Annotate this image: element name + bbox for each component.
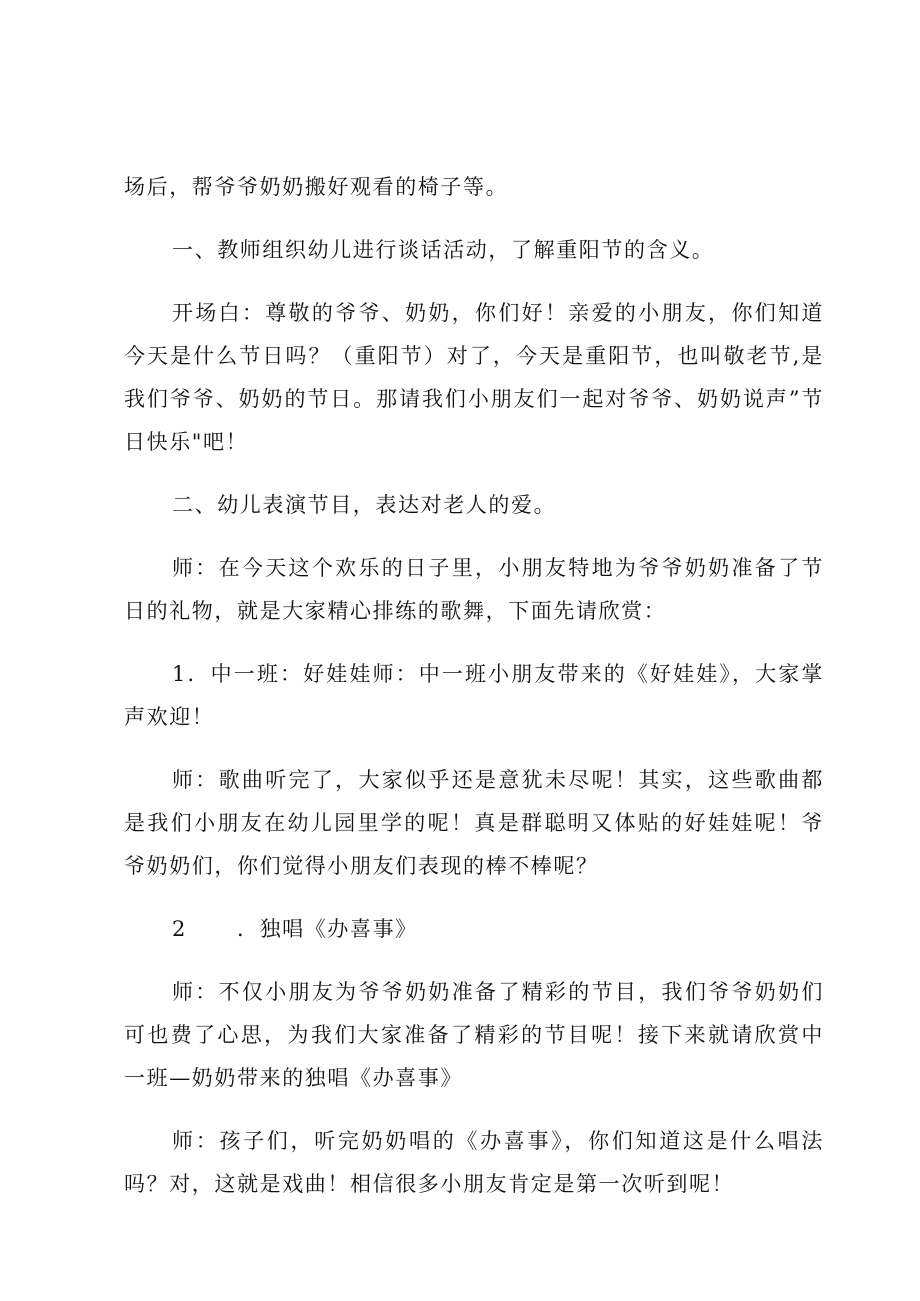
section-heading-1: 一、教师组织幼儿进行谈话活动，了解重阳节的含义。 — [172, 238, 715, 262]
item-2-number: 2 — [172, 917, 187, 941]
paragraph-item-2 — [124, 908, 824, 951]
paragraph-teacher-solo-intro: 师：不仅小朋友为爷爷奶奶准备了精彩的节目，我们爷爷奶奶们可也费了心思，为我们大家准备了精彩的节目呢！接下来就请欣赏中一班—奶奶带来的独唱《办喜事》 — [124, 980, 824, 1090]
document-body — [124, 166, 824, 1226]
paragraph-opening-remarks: 开场白：尊敬的爷爷、奶奶，你们好！亲爱的小朋友，你们知道今天是什么节日吗？（重阳节）对了，今天是重阳节，也叫敬老节,是我们爷爷、奶奶的节日。那请我们小朋友们一起对爷爷、奶奶说声”节日快乐"吧！ — [124, 301, 824, 454]
paragraph-continuation: 场后，帮爷爷奶奶搬好观看的椅子等。 — [124, 175, 509, 199]
paragraph-teacher-intro: 师：在今天这个欢乐的日子里，小朋友特地为爷爷奶奶准备了节日的礼物，就是大家精心排练的歌舞，下面先请欣赏： — [124, 556, 824, 623]
paragraph-teacher-after-song: 师：歌曲听完了，大家似乎还是意犹未尽呢！其实，这些歌曲都是我们小朋友在幼儿园里学的呢！真是群聪明又体贴的好娃娃呢！爷爷奶奶们，你们觉得小朋友们表现的棒不棒呢？ — [124, 768, 824, 878]
section-heading-2: 二、幼儿表演节目，表达对老人的爱。 — [172, 493, 557, 517]
paragraph-teacher-opera: 师：孩子们，听完奶奶唱的《办喜事》，你们知道这是什么唱法吗？对，这就是戏曲！相信很多小朋友肯定是第一次听到呢！ — [124, 1129, 824, 1196]
item-2-title: ．独唱《办喜事》 — [236, 917, 418, 941]
paragraph-item-1: 1．中一班：好娃娃师：中一班小朋友带来的《好娃娃》，大家掌声欢迎！ — [124, 662, 824, 729]
